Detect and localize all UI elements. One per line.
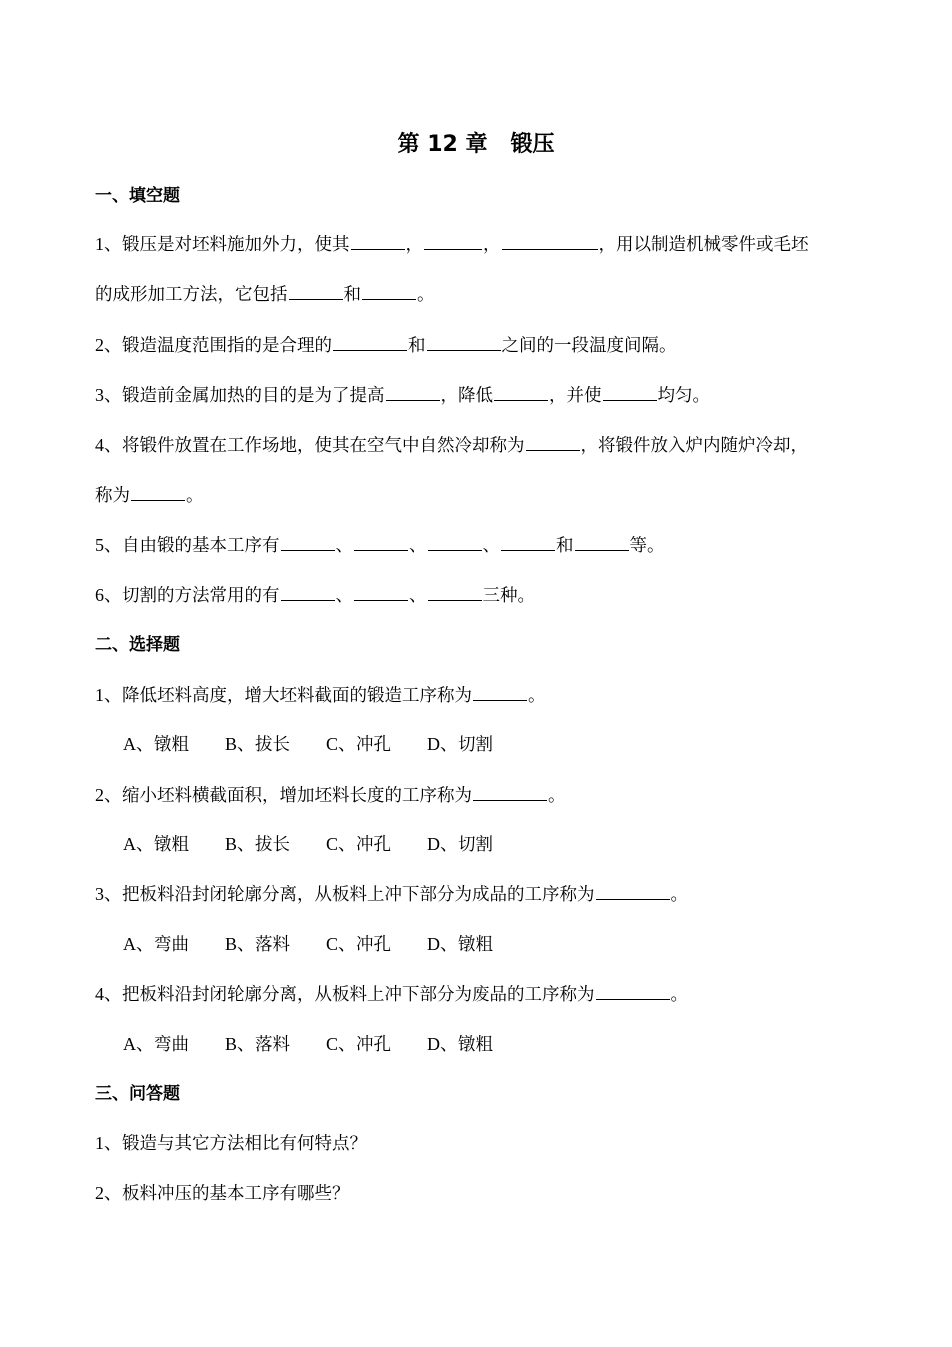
fill-question-6 [95, 580, 535, 611]
question-text: 三种。 [482, 586, 535, 606]
question-number: 3、 [95, 884, 122, 904]
fill-question-4 [95, 430, 808, 461]
answer-blank[interactable] [603, 380, 657, 401]
answer-blank[interactable] [281, 580, 335, 601]
punctuation: 。 [548, 786, 566, 806]
option-c[interactable]: C、冲孔 [326, 834, 392, 855]
question-text: 锻造与其它方法相比有何特点？ [122, 1134, 367, 1154]
choice-question-4 [95, 979, 688, 1010]
punctuation: ， [405, 235, 423, 255]
section-heading-qa: 三、问答题 [95, 1084, 180, 1104]
option-b[interactable]: B、落料 [225, 1034, 291, 1055]
punctuation: 。 [417, 285, 435, 305]
answer-blank[interactable] [473, 780, 547, 801]
option-c[interactable]: C、冲孔 [326, 934, 392, 955]
question-number: 2、 [95, 785, 122, 805]
question-number: 6、 [95, 585, 122, 605]
punctuation: 。 [670, 885, 688, 905]
separator: 、 [409, 586, 427, 606]
question-text: 切割的方法常用的有 [122, 586, 280, 606]
question-text: 均匀。 [657, 386, 710, 406]
question-text: 锻压是对坯料施加外力，使其 [122, 235, 350, 255]
option-c[interactable]: C、冲孔 [326, 1034, 392, 1055]
choice-options-1 [123, 729, 529, 760]
answer-blank[interactable] [502, 229, 598, 250]
punctuation: 。 [670, 985, 688, 1005]
chapter-title: 第 12 章 锻压 [397, 132, 555, 157]
choice-options-3 [123, 929, 529, 960]
punctuation: 。 [186, 486, 204, 506]
question-number: 5、 [95, 535, 122, 555]
question-number: 1、 [95, 1133, 122, 1153]
separator: 、 [335, 536, 353, 556]
choice-question-3 [95, 879, 688, 910]
answer-blank[interactable] [424, 229, 482, 250]
answer-blank[interactable] [428, 530, 482, 551]
separator: 、 [409, 536, 427, 556]
question-text: ，降低 [440, 386, 493, 406]
option-a[interactable]: A、弯曲 [123, 1034, 189, 1055]
answer-blank[interactable] [494, 380, 548, 401]
question-text: 缩小坯料横截面积，增加坯料长度的工序称为 [122, 786, 472, 806]
fill-question-5 [95, 530, 665, 561]
fill-question-3 [95, 380, 710, 411]
fill-question-2 [95, 330, 677, 361]
answer-blank[interactable] [428, 580, 482, 601]
option-a[interactable]: A、镦粗 [123, 734, 189, 755]
choice-options-2 [123, 829, 529, 860]
question-number: 2、 [95, 335, 122, 355]
separator: 、 [482, 536, 500, 556]
separator: 、 [335, 586, 353, 606]
answer-blank[interactable] [501, 530, 555, 551]
answer-blank[interactable] [596, 979, 670, 1000]
question-text: ，并使 [549, 386, 602, 406]
question-text: 称为 [95, 486, 130, 506]
option-b[interactable]: B、拔长 [225, 834, 291, 855]
question-text: 之间的一段温度间隔。 [501, 336, 677, 356]
answer-blank[interactable] [473, 680, 527, 701]
question-text: 将锻件放置在工作场地，使其在空气中自然冷却称为 [122, 436, 525, 456]
answer-blank[interactable] [354, 580, 408, 601]
question-number: 4、 [95, 435, 122, 455]
answer-blank[interactable] [333, 330, 407, 351]
answer-blank[interactable] [526, 430, 580, 451]
answer-blank[interactable] [596, 879, 670, 900]
fill-question-1 [95, 229, 809, 260]
question-text: 把板料沿封闭轮廓分离，从板料上冲下部分为废品的工序称为 [122, 985, 595, 1005]
answer-blank[interactable] [427, 330, 501, 351]
question-text: 降低坯料高度，增大坯料截面的锻造工序称为 [122, 686, 472, 706]
answer-blank[interactable] [386, 380, 440, 401]
question-text: 把板料沿封闭轮廓分离，从板料上冲下部分为成品的工序称为 [122, 885, 595, 905]
option-c[interactable]: C、冲孔 [326, 734, 392, 755]
question-text: 和 [556, 536, 574, 556]
option-d[interactable]: D、镦粗 [427, 1034, 494, 1055]
question-text: 自由锻的基本工序有 [122, 536, 280, 556]
option-a[interactable]: A、弯曲 [123, 934, 189, 955]
answer-blank[interactable] [131, 480, 185, 501]
answer-blank[interactable] [362, 279, 416, 300]
question-number: 2、 [95, 1183, 122, 1203]
question-number: 1、 [95, 685, 122, 705]
fill-question-4-cont [95, 480, 204, 511]
qa-question-2 [95, 1178, 350, 1209]
option-d[interactable]: D、镦粗 [427, 934, 494, 955]
option-a[interactable]: A、镦粗 [123, 834, 189, 855]
question-text: 和 [408, 336, 426, 356]
option-d[interactable]: D、切割 [427, 734, 494, 755]
question-text: ，将锻件放入炉内随炉冷却， [580, 436, 808, 456]
qa-question-1 [95, 1128, 367, 1159]
punctuation: ， [483, 235, 501, 255]
option-d[interactable]: D、切割 [427, 834, 494, 855]
question-text: 和 [343, 285, 361, 305]
fill-question-1-cont [95, 279, 435, 310]
question-text: 锻造温度范围指的是合理的 [122, 336, 332, 356]
question-text: ，用以制造机械零件或毛坯 [598, 235, 809, 255]
answer-blank[interactable] [289, 279, 343, 300]
question-text: 等。 [629, 536, 665, 556]
question-text: 锻造前金属加热的目的是为了提高 [122, 386, 385, 406]
question-number: 1、 [95, 234, 122, 254]
section-heading-choice: 二、选择题 [95, 635, 180, 655]
choice-options-4 [123, 1029, 529, 1060]
choice-question-2 [95, 780, 566, 811]
question-number: 3、 [95, 385, 122, 405]
section-heading-fill: 一、填空题 [95, 186, 180, 206]
option-b[interactable]: B、拔长 [225, 734, 291, 755]
question-number: 4、 [95, 984, 122, 1004]
option-b[interactable]: B、落料 [225, 934, 291, 955]
answer-blank[interactable] [351, 229, 405, 250]
answer-blank[interactable] [281, 530, 335, 551]
question-text: 的成形加工方法，它包括 [95, 285, 288, 305]
answer-blank[interactable] [575, 530, 629, 551]
choice-question-1 [95, 680, 546, 711]
punctuation: 。 [528, 686, 546, 706]
question-text: 板料冲压的基本工序有哪些？ [122, 1184, 350, 1204]
answer-blank[interactable] [354, 530, 408, 551]
